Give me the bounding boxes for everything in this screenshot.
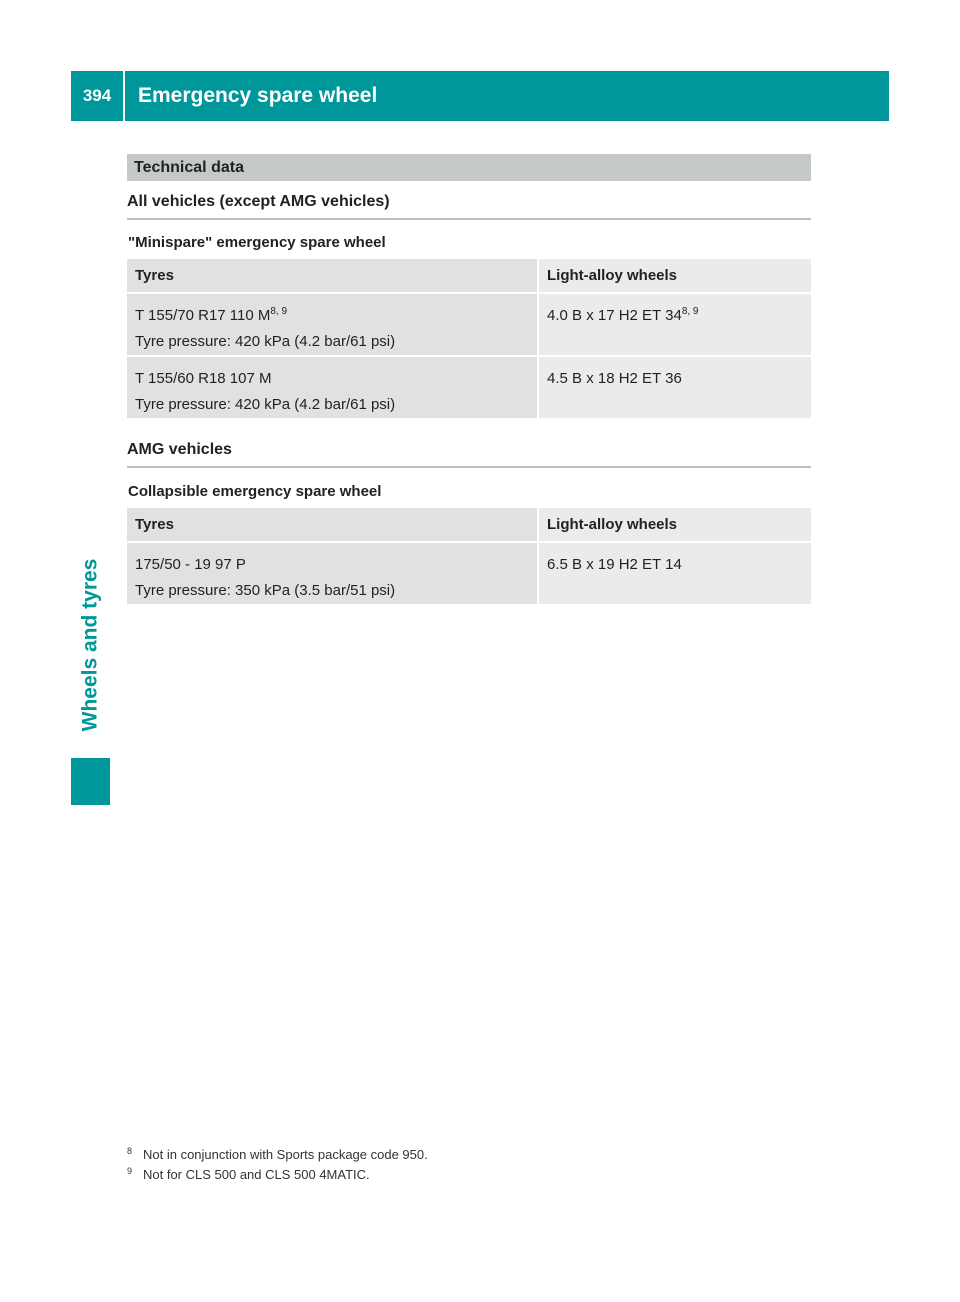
group-heading-standard: All vehicles (except AMG vehicles)	[127, 193, 811, 220]
footnote-text: Not for CLS 500 and CLS 500 4MATIC.	[143, 1167, 370, 1182]
column-header-wheels: Light-alloy wheels	[538, 508, 811, 542]
footnote-text: Not in conjunction with Sports package code 950.	[143, 1147, 428, 1162]
table-row	[127, 293, 811, 356]
footnotes	[127, 1145, 428, 1185]
tyre-cell	[127, 542, 538, 605]
footnote	[127, 1165, 428, 1185]
spec-table-standard	[127, 259, 811, 420]
section-title: Technical data	[127, 154, 811, 181]
group-heading-amg: AMG vehicles	[127, 441, 811, 468]
main-content	[127, 154, 811, 606]
table-row	[127, 542, 811, 605]
footnote-ref: 8, 9	[681, 306, 699, 317]
side-tab-label: Wheels and tyres	[78, 558, 102, 732]
footnote-ref: 8, 9	[270, 306, 288, 317]
tyre-size: T 155/70 R17 110 M	[135, 307, 271, 324]
tyre-pressure: Tyre pressure: 420 kPa (4.2 bar/61 psi)	[135, 333, 396, 350]
table-row	[127, 356, 811, 419]
wheel-cell	[538, 542, 811, 605]
footnote-mark: 9	[127, 1166, 133, 1176]
side-tab-marker	[71, 758, 110, 805]
footnote	[127, 1145, 428, 1165]
column-header-tyres: Tyres	[127, 508, 538, 542]
tyre-cell	[127, 293, 538, 356]
footnote-mark: 8	[127, 1146, 133, 1156]
wheel-size: 6.5 B x 19 H2 ET 14	[547, 556, 682, 573]
wheel-size: 4.5 B x 18 H2 ET 36	[547, 370, 682, 387]
group-subheading-amg: Collapsible emergency spare wheel	[128, 483, 382, 500]
table-header-row	[127, 259, 811, 293]
wheel-size: 4.0 B x 17 H2 ET 34	[547, 307, 682, 324]
group-subheading-standard: "Minispare" emergency spare wheel	[128, 234, 386, 251]
page-number: 394	[71, 71, 125, 121]
wheel-cell	[538, 293, 811, 356]
table-header-row	[127, 508, 811, 542]
column-header-wheels: Light-alloy wheels	[538, 259, 811, 293]
tyre-size: T 155/60 R18 107 M	[135, 370, 272, 387]
chapter-title: Emergency spare wheel	[138, 84, 378, 107]
column-header-tyres: Tyres	[127, 259, 538, 293]
tyre-pressure: Tyre pressure: 420 kPa (4.2 bar/61 psi)	[135, 396, 396, 413]
tyre-pressure: Tyre pressure: 350 kPa (3.5 bar/51 psi)	[135, 582, 396, 599]
spec-table-amg	[127, 508, 811, 606]
wheel-cell	[538, 356, 811, 419]
tyre-cell	[127, 356, 538, 419]
side-tab	[71, 540, 110, 750]
tyre-size: 175/50 - 19 97 P	[135, 556, 246, 573]
page-header	[71, 71, 889, 121]
